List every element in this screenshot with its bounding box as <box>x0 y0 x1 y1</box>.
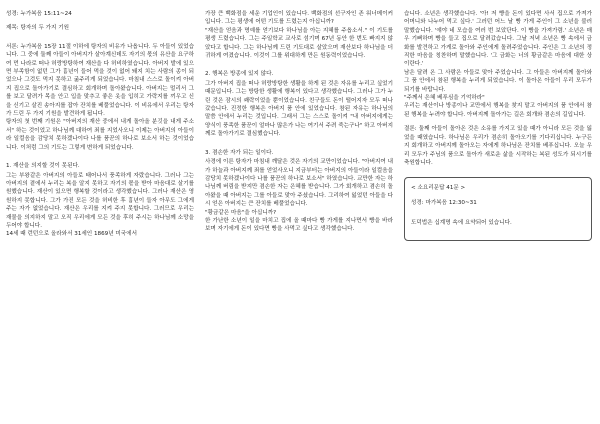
column-left <box>6 10 194 420</box>
column-2-opening: 가장 큰 백화점을 세운 기업인이 있습니다. 백화점의 선구자인 존 워너메이커입니다. 그는 평생에 어떤 기도를 드렸는지 아십니까? <box>205 11 393 26</box>
catechism-title: < 소요리문답 41문 > <box>411 185 466 192</box>
section-1-closing: 14세 때 런던으로 올라와서 31세인 1869년 미국에서 <box>6 231 138 238</box>
conclusion-body: 우리는 재산이나 방종이나 교만에서 행복을 찾지 말고 아버지의 품 안에서 참된 행복을 누려야 합니다. 아버지께 돌아가는 길은 회개와 겸손의 길입니다. <box>404 103 592 118</box>
sermon-title: 제목: 탕자의 두 가지 기원 <box>6 25 70 32</box>
introduction-paragraph: 서론: 누가복음 15장 11절 이하에 탕자의 비유가 나옵니다. 두 아들이 있었습니다. 그 중에 둘째 아들이 아버지가 살아계신데도 자기의 몫의 유산을 요구하여 먼 나라로 떠나 허랑방탕하여 재산을 다 허비하였습니다. 아버지 발에 있으면 부족함이 없던 그가 흉년이 들어 먹을 것이 없어 돼지 치는 사람의 종이 되었으나 그것도 먹지 못하고 굶주리게 되었습니다. 마침내 스스로 돌이켜 아버지 집으로 돌아가기로 결심하고 회개하며 돌아왔습니다. 아버지는 멀리서 그를 보고 달려가 목을 안고 입을 맞추고 좋은 옷을 입히고 가락지를 끼우고 신을 신기고 살진 송아지를 잡아 잔치를 베풀었습니다. 이 비유에서 우리는 탕자가 드린 두 가지 기원을 발견하게 됩니다. <box>6 43 194 118</box>
section-2-heading: 2. 행복은 방종에 있지 않다. <box>205 71 274 78</box>
story-continuation: 남은 달려 온 그 사람은 아들로 맞아 주었습니다. 그 아들은 아버지께 돌아와 그 품 안에서 참된 행복을 누리게 되었습니다. 이 돌아온 아들이 우리 모두가 되기를 바랍니다. <box>404 69 592 93</box>
hymn-line: "황금같은 마음"을 아십니까? <box>205 209 277 216</box>
catechism-answer: 도덕법은 십계명 속에 요약되어 있습니다. <box>411 220 512 227</box>
quote-paragraph: "재산을 얻음과 명예를 얻기보다 하나님을 아는 지혜를 주옵소서." 이 기도를 평생 드렸습니다. 그는 주일학교 교사로 섬기며 67년 동안 한 번도 빠지지 않았다고 합니다. 그는 하나님께 드린 기도대로 살았으며 재산보다 하나님을 더 귀하게 여겼습니다. 이것이 그를 위대하게 만든 원동력이었습니다. <box>205 27 393 60</box>
prayers-paragraph: 탕자의 첫 번째 기원은 "아버지의 재산 중에서 내게 돌아올 분깃을 내게 주소서" 하는 것이었고 하나님께 대하여 죄를 지었사오니 이제는 아버지의 아들이라 일컬음을 감당치 못하겠나이다 나를 품꾼의 하나로 보소서 하는 것이었습니다. 이처럼 그의 기도는 그렇게 변하게 되었습니다. <box>6 119 194 151</box>
section-1-body: 그는 부왕같은 아버지의 아들로 태어나서 풍족하게 자랐습니다. 그러나 그는 아버지의 곁에서 누리는 복을 알지 못하고 자기의 몫을 받아 마음대로 살기를 원했습니다. 재산이 있으면 행복할 것이라고 생각했습니다. 그러나 재산은 영원하지 못합니다. 그가 가진 모든 것을 허비한 후 흉년이 들자 아무도 그에게 주는 자가 없었습니다. 재산은 우리를 지켜 주지 못합니다. 그러므로 우리는 재물을 의지하지 말고 오직 우리에게 모든 것을 후히 주시는 하나님께 소망을 두어야 합니다. <box>6 172 194 229</box>
section-2-body: 그가 아버지 집을 떠나 허랑방탕한 생활을 하게 된 것은 자유를 누리고 싶었기 때문입니다. 그는 방탕한 생활에 행복이 있다고 생각했습니다. 그러나 그가 누린 것은 잠시의 쾌락이었을 뿐이었습니다. 친구들도 돈이 떨어지자 모두 떠나갔습니다. 진정한 행복은 아버지 품 안에 있었습니다. 참된 자유는 하나님의 말씀 안에서 누리는 것입니다. 그래서 그는 스스로 돌이켜 "내 아버지에게는 양식이 풍족한 품꾼이 얼마나 많은가 나는 여기서 주려 죽는구나" 하고 아버지께로 돌아가기로 결심했습니다. <box>205 80 393 138</box>
catechism-box <box>404 177 592 241</box>
final-paragraph: 결론: 둘째 아들이 돌아온 것은 소유를 가지고 있을 때가 아니라 모든 것을 잃었을 때였습니다. 하나님은 우리가 겸손히 돌아오기를 기다리십니다. 누구든지 회개하고 아버지께 돌아오는 자에게 하나님은 잔치를 베푸십니다. 오늘 우리 모두가 주님의 품으로 돌아가 새로운 삶을 시작하는 복된 성도가 되시기를 축원합니다. <box>404 126 592 166</box>
conclusion-heading: "주께서 은혜 베푸심을 기억하라" <box>404 95 485 102</box>
section-3-body: 사경에 이른 탕자가 마침내 깨달은 것은 자기의 교만이었습니다. "아버지여 내가 하늘과 아버지께 죄를 얻었사오니 지금부터는 아버지의 아들이라 일컬음을 감당치 못하겠나이다 나를 품꾼의 하나로 보소서" 하였습니다. 교만한 자는 하나님께 버림을 받지만 겸손한 자는 은혜를 받습니다. 그가 회개하고 겸손히 돌아왔을 때 아버지는 그를 아들로 맞아 주셨습니다. 그리하여 잃었던 아들을 다시 얻은 아버지는 큰 잔치를 베풀었습니다. <box>205 159 393 208</box>
story-paragraph: 습니다. 소년은 생각했습니다. '아! 저 빵을 돈이 있다면 사서 집으로 가져가 어머니와 나누어 먹고 싶다.' 그러던 어느 날 빵 가게 주인이 그 소년을 불러 말했습니다. '얘야 네 모습을 여러 번 보았단다. 이 빵을 가져가렴.' 소년은 매우 기뻐하며 빵을 들고 집으로 달려갔습니다. 그날 저녁 소년은 빵 속에서 금화를 발견하고 가게로 돌아와 주인에게 돌려주었습니다. 주인은 그 소년의 정직한 마음을 칭찬하며 말했습니다. '그 금화는 너의 황금같은 마음에 대한 상이란다.' <box>404 11 592 68</box>
column-middle <box>205 10 393 420</box>
column-2-closing: 한 가난한 소년이 일을 마치고 집에 올 때마다 빵 가게를 지나면서 빵을 바라보며 자기에게 돈이 있다면 빵을 사먹고 싶다고 생각했습니다. <box>205 217 393 233</box>
column-right <box>404 10 592 420</box>
section-1-heading: 1. 재산을 의지할 것이 못된다. <box>6 163 80 170</box>
section-3-heading: 3. 겸손한 자가 되는 일이다. <box>205 149 274 156</box>
scripture-reference: 성경: 누가복음 15:11~24 <box>6 11 72 17</box>
catechism-reference: 성경: 마가복음 12:30~31 <box>411 199 477 206</box>
